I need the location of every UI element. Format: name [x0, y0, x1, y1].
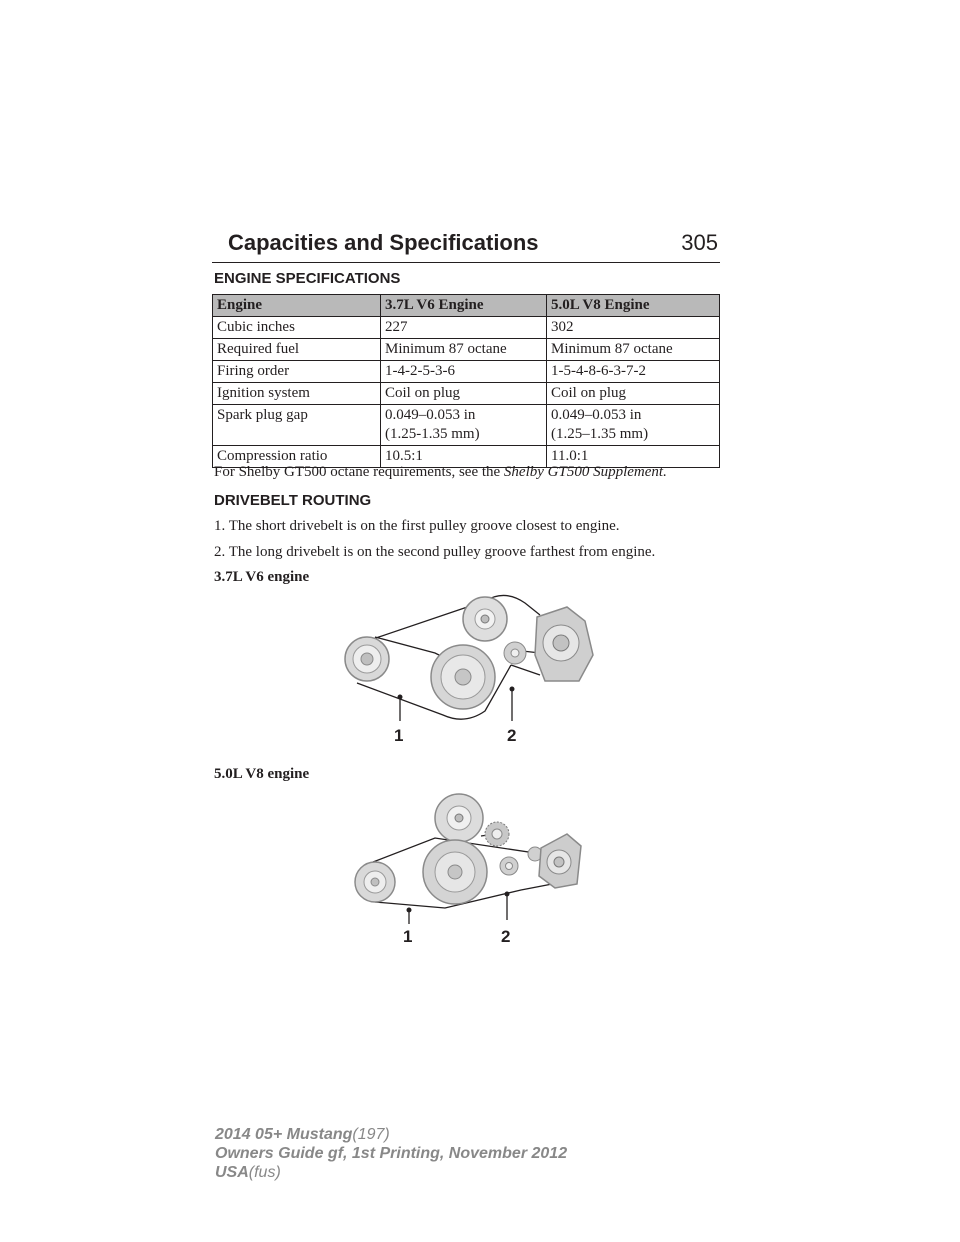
- gap-mm: (1.25-1.35 mm): [385, 426, 480, 442]
- page-number: 305: [681, 230, 718, 255]
- footer-model-code: (197): [352, 1126, 390, 1143]
- table-cell: Required fuel: [213, 339, 381, 361]
- table-row: [213, 405, 720, 446]
- callout-1: 1: [394, 726, 404, 745]
- table-cell: Minimum 87 octane: [381, 339, 547, 361]
- footer-printing: Owners Guide gf, 1st Printing, November 2012: [215, 1145, 568, 1162]
- callout-1: 1: [403, 927, 413, 945]
- callout-2: 2: [501, 927, 511, 945]
- v8-drivebelt-diagram: [345, 790, 605, 945]
- table-cell: Spark plug gap: [213, 405, 381, 446]
- table-cell: 11.0:1: [547, 446, 720, 468]
- v8-engine-label: 5.0L V8 engine: [214, 766, 310, 782]
- page-title: Capacities and Specifications: [228, 230, 539, 255]
- drivebelt-heading: DRIVEBELT ROUTING: [214, 492, 372, 509]
- table-cell: 1-5-4-8-6-3-7-2: [547, 361, 720, 383]
- gap-mm: (1.25–1.35 mm): [551, 426, 649, 442]
- column-header: Engine: [213, 295, 381, 317]
- column-header: 3.7L V6 Engine: [381, 295, 547, 317]
- footer-line-3: [215, 1163, 281, 1182]
- footer-market: USA: [215, 1164, 249, 1181]
- engine-specs-heading: ENGINE SPECIFICATIONS: [214, 270, 401, 287]
- footer-model: 2014 05+ Mustang: [215, 1126, 353, 1143]
- callout-2: 2: [507, 726, 517, 745]
- table-row: [213, 383, 720, 405]
- table-cell: [381, 405, 547, 446]
- drivebelt-step-1: 1. The short drivebelt is on the first pulley groove closest to engine.: [214, 518, 620, 534]
- column-header: 5.0L V8 Engine: [547, 295, 720, 317]
- gap-inches: 0.049–0.053 in: [551, 407, 642, 423]
- table-cell: [547, 405, 720, 446]
- octane-note: [214, 463, 667, 482]
- footer-line-1: [215, 1125, 390, 1144]
- table-cell: Ignition system: [213, 383, 381, 405]
- octane-note-text: For Shelby GT500 octane requirements, see the: [214, 464, 504, 480]
- footer-line-2: [215, 1144, 567, 1163]
- engine-specs-table: [212, 294, 720, 468]
- table-cell: 302: [547, 317, 720, 339]
- table-row: [213, 317, 720, 339]
- table-cell: Compression ratio: [213, 446, 381, 468]
- supplement-reference: Shelby GT500 Supplement.: [503, 464, 667, 480]
- gap-inches: 0.049–0.053 in: [385, 407, 476, 423]
- table-cell: Coil on plug: [547, 383, 720, 405]
- table-cell: Minimum 87 octane: [547, 339, 720, 361]
- table-row: [213, 361, 720, 383]
- footer-market-code: (fus): [248, 1164, 281, 1181]
- v6-drivebelt-diagram: [335, 585, 615, 745]
- table-row: [213, 339, 720, 361]
- page-header: [212, 228, 720, 263]
- drivebelt-step-2: 2. The long drivebelt is on the second pulley groove farthest from engine.: [214, 544, 656, 560]
- table-cell: 10.5:1: [381, 446, 547, 468]
- table-cell: Cubic inches: [213, 317, 381, 339]
- table-cell: Firing order: [213, 361, 381, 383]
- table-cell: Coil on plug: [381, 383, 547, 405]
- table-cell: 227: [381, 317, 547, 339]
- table-cell: 1-4-2-5-3-6: [381, 361, 547, 383]
- table-header-row: [213, 295, 720, 317]
- v6-engine-label: 3.7L V6 engine: [214, 569, 310, 585]
